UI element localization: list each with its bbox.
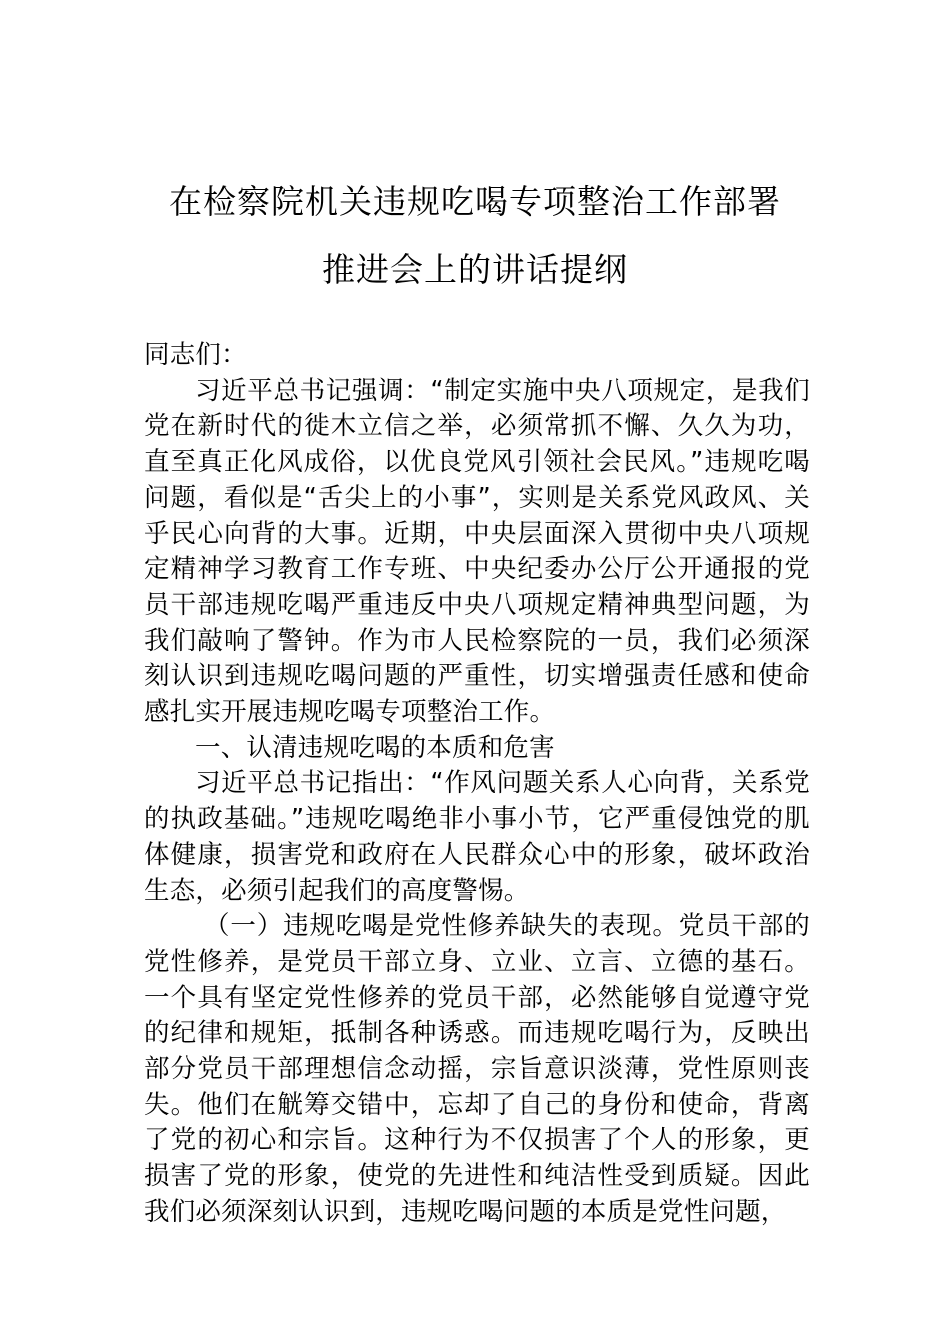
salutation: 同志们： bbox=[144, 340, 247, 370]
paragraph-section-1: 习近平总书记指出：“作风问题关系人心向背，关系党的执政基础。”违规吃喝绝非小事小节，它严重侵蚀党的肌体健康，损害党和政府在人民群众心中的形象，破坏政治生态，必须引起我们的高度警惕。 bbox=[144, 768, 810, 906]
paragraph-intro: 习近平总书记强调：“制定实施中央八项规定，是我们党在新时代的徙木立信之举，必须常抓不懈、久久为功，直至真正化风成俗，以优良党风引领社会民风。”违规吃喝问题，看似是“舌尖上的小事”，实则是关系党风政风、关乎民心向背的大事。近期，中央层面深入贯彻中央八项规定精神学习教育工作专班、中央纪委办公厅公开通报的党员干部违规吃喝严重违反中央八项规定精神典型问题，为我们敲响了警钟。作为市人民检察院的一员，我们必须深刻认识到违规吃喝问题的严重性，切实增强责任感和使命感扎实开展违规吃喝专项整治工作。 bbox=[144, 375, 810, 728]
paragraph-subsection-1: （一）违规吃喝是党性修养缺失的表现。党员干部的党性修养，是党员干部立身、立业、立言、立德的基石。一个具有坚定党性修养的党员干部，必然能够自觉遵守党的纪律和规矩，抵制各种诱惑。而违规吃喝行为，反映出部分党员干部理想信念动摇，宗旨意识淡薄，党性原则丧失。他们在觥筹交错中，忘却了自己的身份和使命，背离了党的初心和宗旨。这种行为不仅损害了个人的形象，更损害了党的形象，使党的先进性和纯洁性受到质疑。因此我们必须深刻认识到，违规吃喝问题的本质是党性问题， bbox=[144, 911, 810, 1227]
document-body bbox=[144, 338, 810, 1231]
document-title-line-2: 推进会上的讲话提纲 bbox=[322, 250, 628, 289]
document-title-line-1: 在检察院机关违规吃喝专项整治工作部署 bbox=[169, 182, 781, 221]
section-heading-1: 一、认清违规吃喝的本质和危害 bbox=[195, 732, 555, 763]
